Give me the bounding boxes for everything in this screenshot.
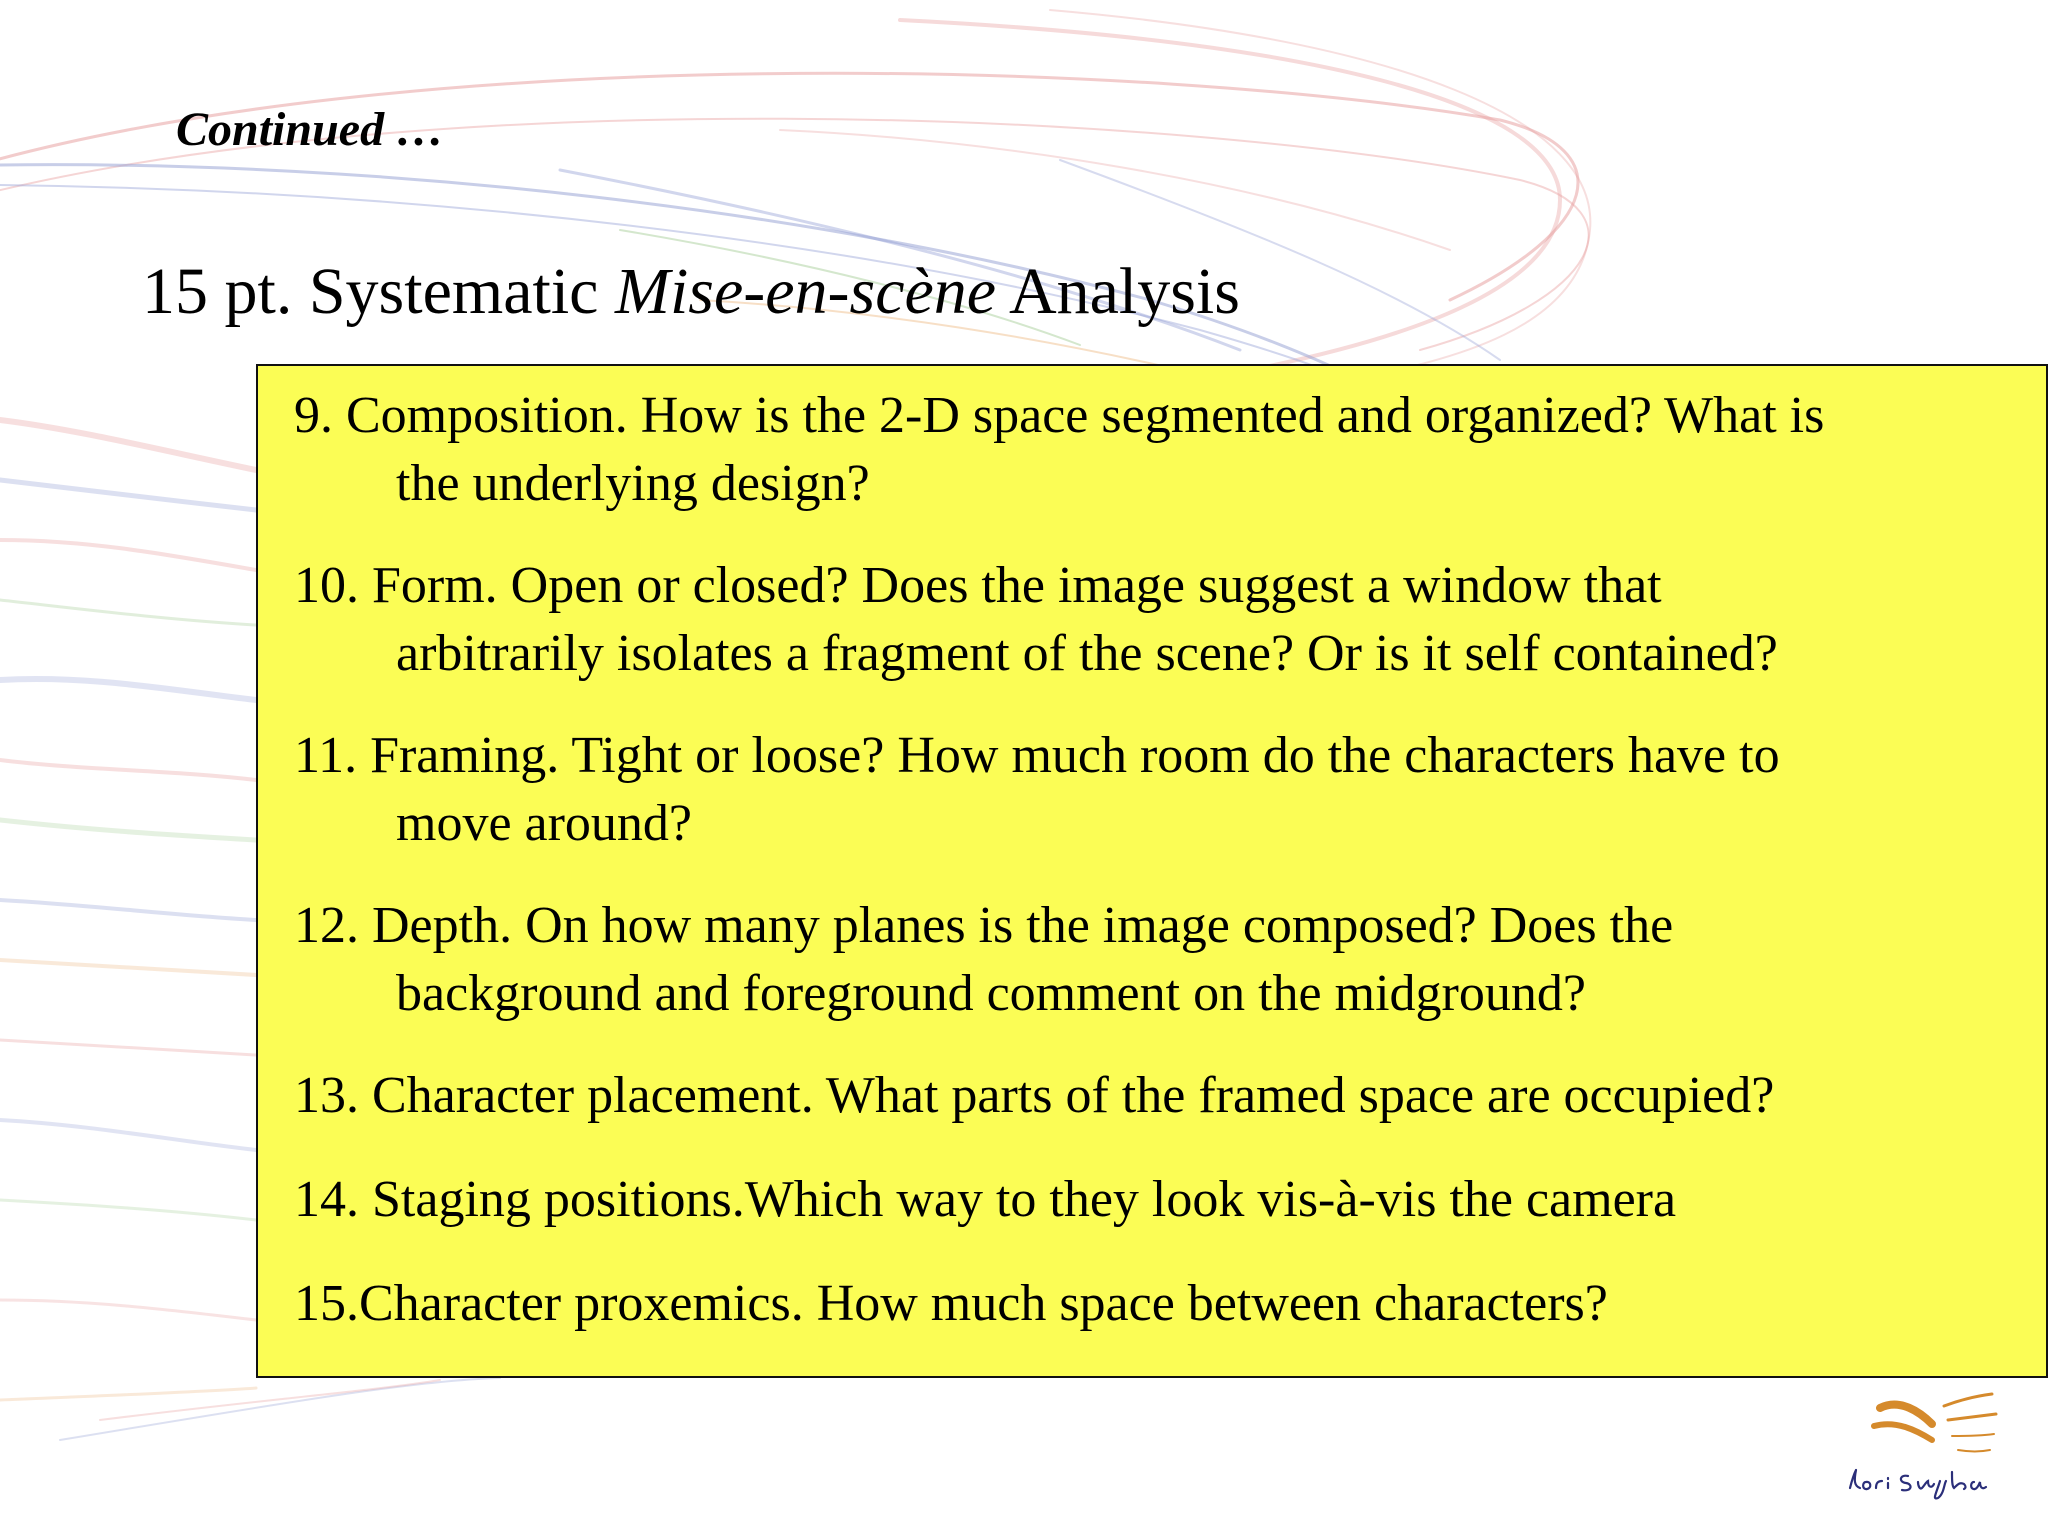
list-item-line: 12. Depth. On how many planes is the image composed? Does the bbox=[294, 897, 1674, 954]
list-item-character-placement bbox=[294, 1062, 2026, 1130]
list-item-line: 15.Character proxemics. How much space between characters? bbox=[294, 1275, 1608, 1332]
page-title-suffix: Analysis bbox=[996, 255, 1240, 328]
list-item-composition bbox=[294, 382, 2026, 518]
list-item-line: 11. Framing. Tight or loose? How much room do the characters have to bbox=[294, 727, 1780, 784]
list-item-line: arbitrarily isolates a fragment of the scene? Or is it self contained? bbox=[396, 625, 1778, 682]
page-title-prefix: 15 pt. Systematic bbox=[142, 255, 615, 328]
list-item-line: 14. Staging positions.Which way to they look vis-à-vis the camera bbox=[294, 1171, 1677, 1228]
list-item-framing bbox=[294, 722, 2026, 858]
list-item-line: 9. Composition. How is the 2-D space segmented and organized? What is bbox=[294, 387, 1825, 444]
analysis-items-box bbox=[256, 364, 2048, 1378]
list-item-line: background and foreground comment on the midground? bbox=[396, 965, 1586, 1022]
list-item-line: the underlying design? bbox=[396, 455, 870, 512]
list-item-line: 10. Form. Open or closed? Does the image suggest a window that bbox=[294, 557, 1662, 614]
continued-label: Continued … bbox=[176, 103, 445, 156]
list-item-staging-positions bbox=[294, 1166, 2026, 1234]
swoosh-logo-icon bbox=[1840, 1384, 2020, 1504]
list-item-depth bbox=[294, 892, 2026, 1028]
list-item-character-proxemics bbox=[294, 1270, 2026, 1338]
list-item-line: 13. Character placement. What parts of the framed space are occupied? bbox=[294, 1067, 1775, 1124]
list-item-line: move around? bbox=[396, 795, 693, 852]
page-title bbox=[142, 252, 1240, 332]
page-title-italic: Mise-en-scène bbox=[614, 255, 997, 328]
list-item-form bbox=[294, 552, 2026, 688]
